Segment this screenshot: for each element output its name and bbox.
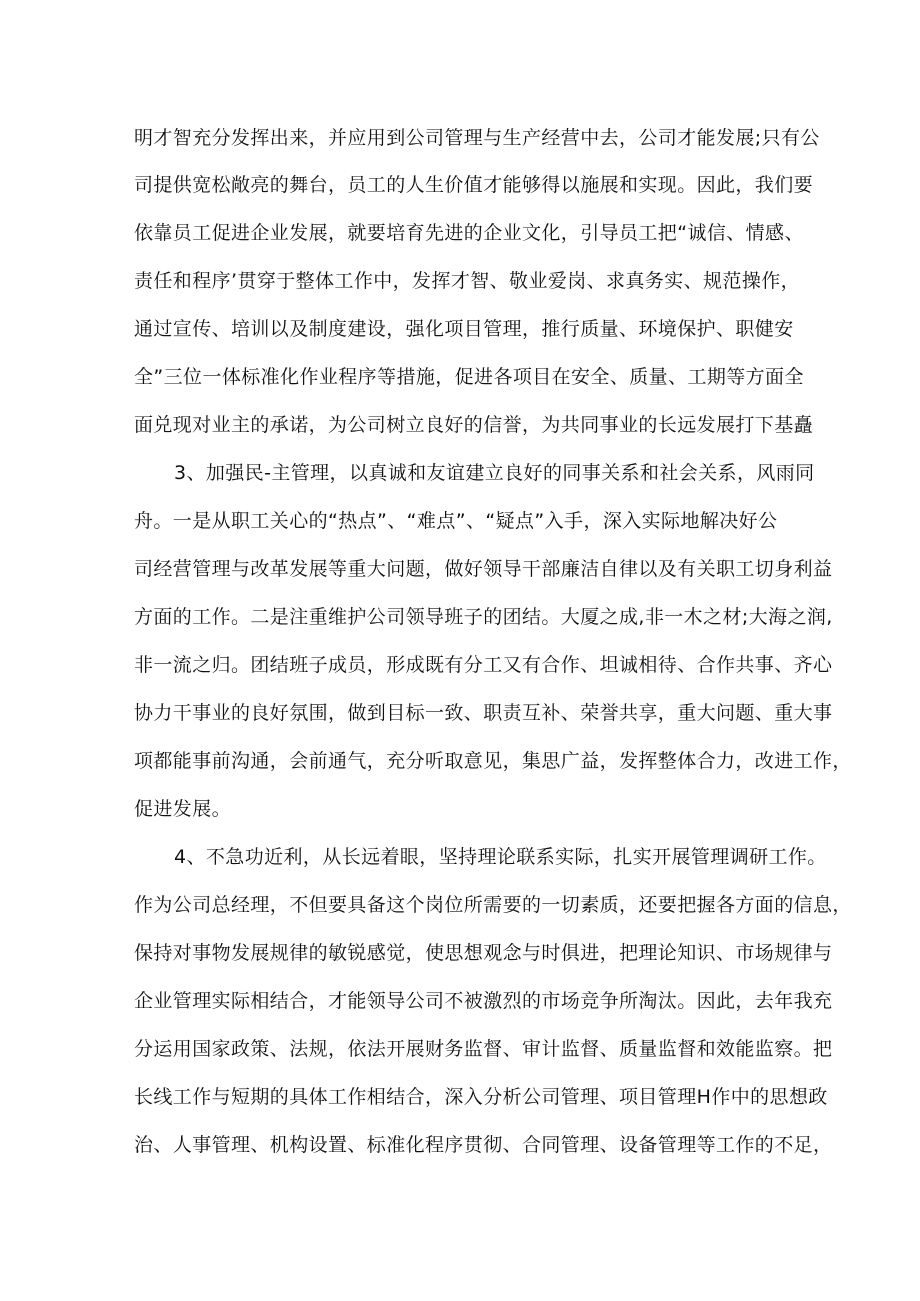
text-line-22: 治、人事管理、机构设置、标准化程序贯彻、合同管理、设备管理等工作的不足， — [134, 1134, 833, 1156]
text-line-13: 协力干事业的良好氛围，做到目标一致、职责互补、荣誉共享，重大问题、重大事 — [134, 702, 833, 724]
text-line-20: 分运用国家政策、法规，依法开展财务监督、审计监督、质量监督和效能监察。把 — [134, 1038, 833, 1060]
text-line-2: 司提供宽松敞亮的舞台，员工的人生价值才能够得以施展和实现。因此，我们要 — [134, 174, 814, 196]
text-line-21: 长线工作与短期的具体工作相结合，深入分析公司管理、项目管理H作中的思想政 — [134, 1086, 828, 1108]
text-line-17: 作为公司总经理，不但要具备这个岗位所需要的一切素质，还要把握各方面的信息， — [134, 894, 852, 916]
text-line-10: 司经营管理与改革发展等重大问题，做好领导干部廉洁自律以及有关职工切身利益 — [134, 558, 833, 580]
text-line-12: 非一流之归。团结班子成员，形成既有分工又有合作、坦诚相待、合作共事、齐心 — [134, 654, 833, 676]
paragraph-4-first-line: 4、不急功近利，从长远着眼，坚持理论联系实际，扎实开展管理调研工作。 — [174, 846, 827, 868]
text-line-3: 依靠员工促进企业发展，就要培育先进的企业文化，引导员工把“诚信、情感、 — [134, 222, 804, 244]
text-line-5: 通过宣传、培训以及制度建设，强化项目管理，推行质量、环境保护、职健安 — [134, 318, 794, 340]
text-line-11: 方面的工作。二是注重维护公司领导班子的团结。大厦之成,非一木之材;大海之润, — [134, 606, 833, 628]
text-line-15: 促进发展。 — [134, 798, 232, 820]
text-line-9: 舟。一是从职工关心的“热点”、“难点”、“疑点”入手，深入实际地解决好公 — [134, 510, 778, 532]
paragraph-3-first-line: 3、加强民-主管理，以真诚和友谊建立良好的同事关系和社会关系，风雨同 — [174, 462, 815, 484]
text-line-1: 明才智充分发挥出来，并应用到公司管理与生产经营中去，公司才能发展;只有公 — [134, 127, 820, 149]
text-line-7: 面兑现对业主的承诺，为公司树立良好的信誉，为共同事业的长远发展打下基矗 — [134, 414, 814, 436]
text-line-6: 全”三位一体标准化作业程序等措施，促进各项目在安全、质量、工期等方面全 — [134, 366, 804, 388]
text-line-14: 项都能事前沟通，会前通气，充分听取意见，集思广益，发挥整体合力，改进工作， — [134, 750, 852, 772]
text-line-19: 企业管理实际相结合，才能领导公司不被激烈的市场竞争所淘汰。因此，去年我充 — [134, 990, 833, 1012]
text-line-4: 责任和程序’贯穿于整体工作中，发挥才智、敬业爱岗、求真务实、规范操作， — [134, 270, 801, 292]
text-line-18: 保持对事物发展规律的敏锐感觉，使思想观念与时俱进，把理论知识、市场规律与 — [134, 942, 833, 964]
